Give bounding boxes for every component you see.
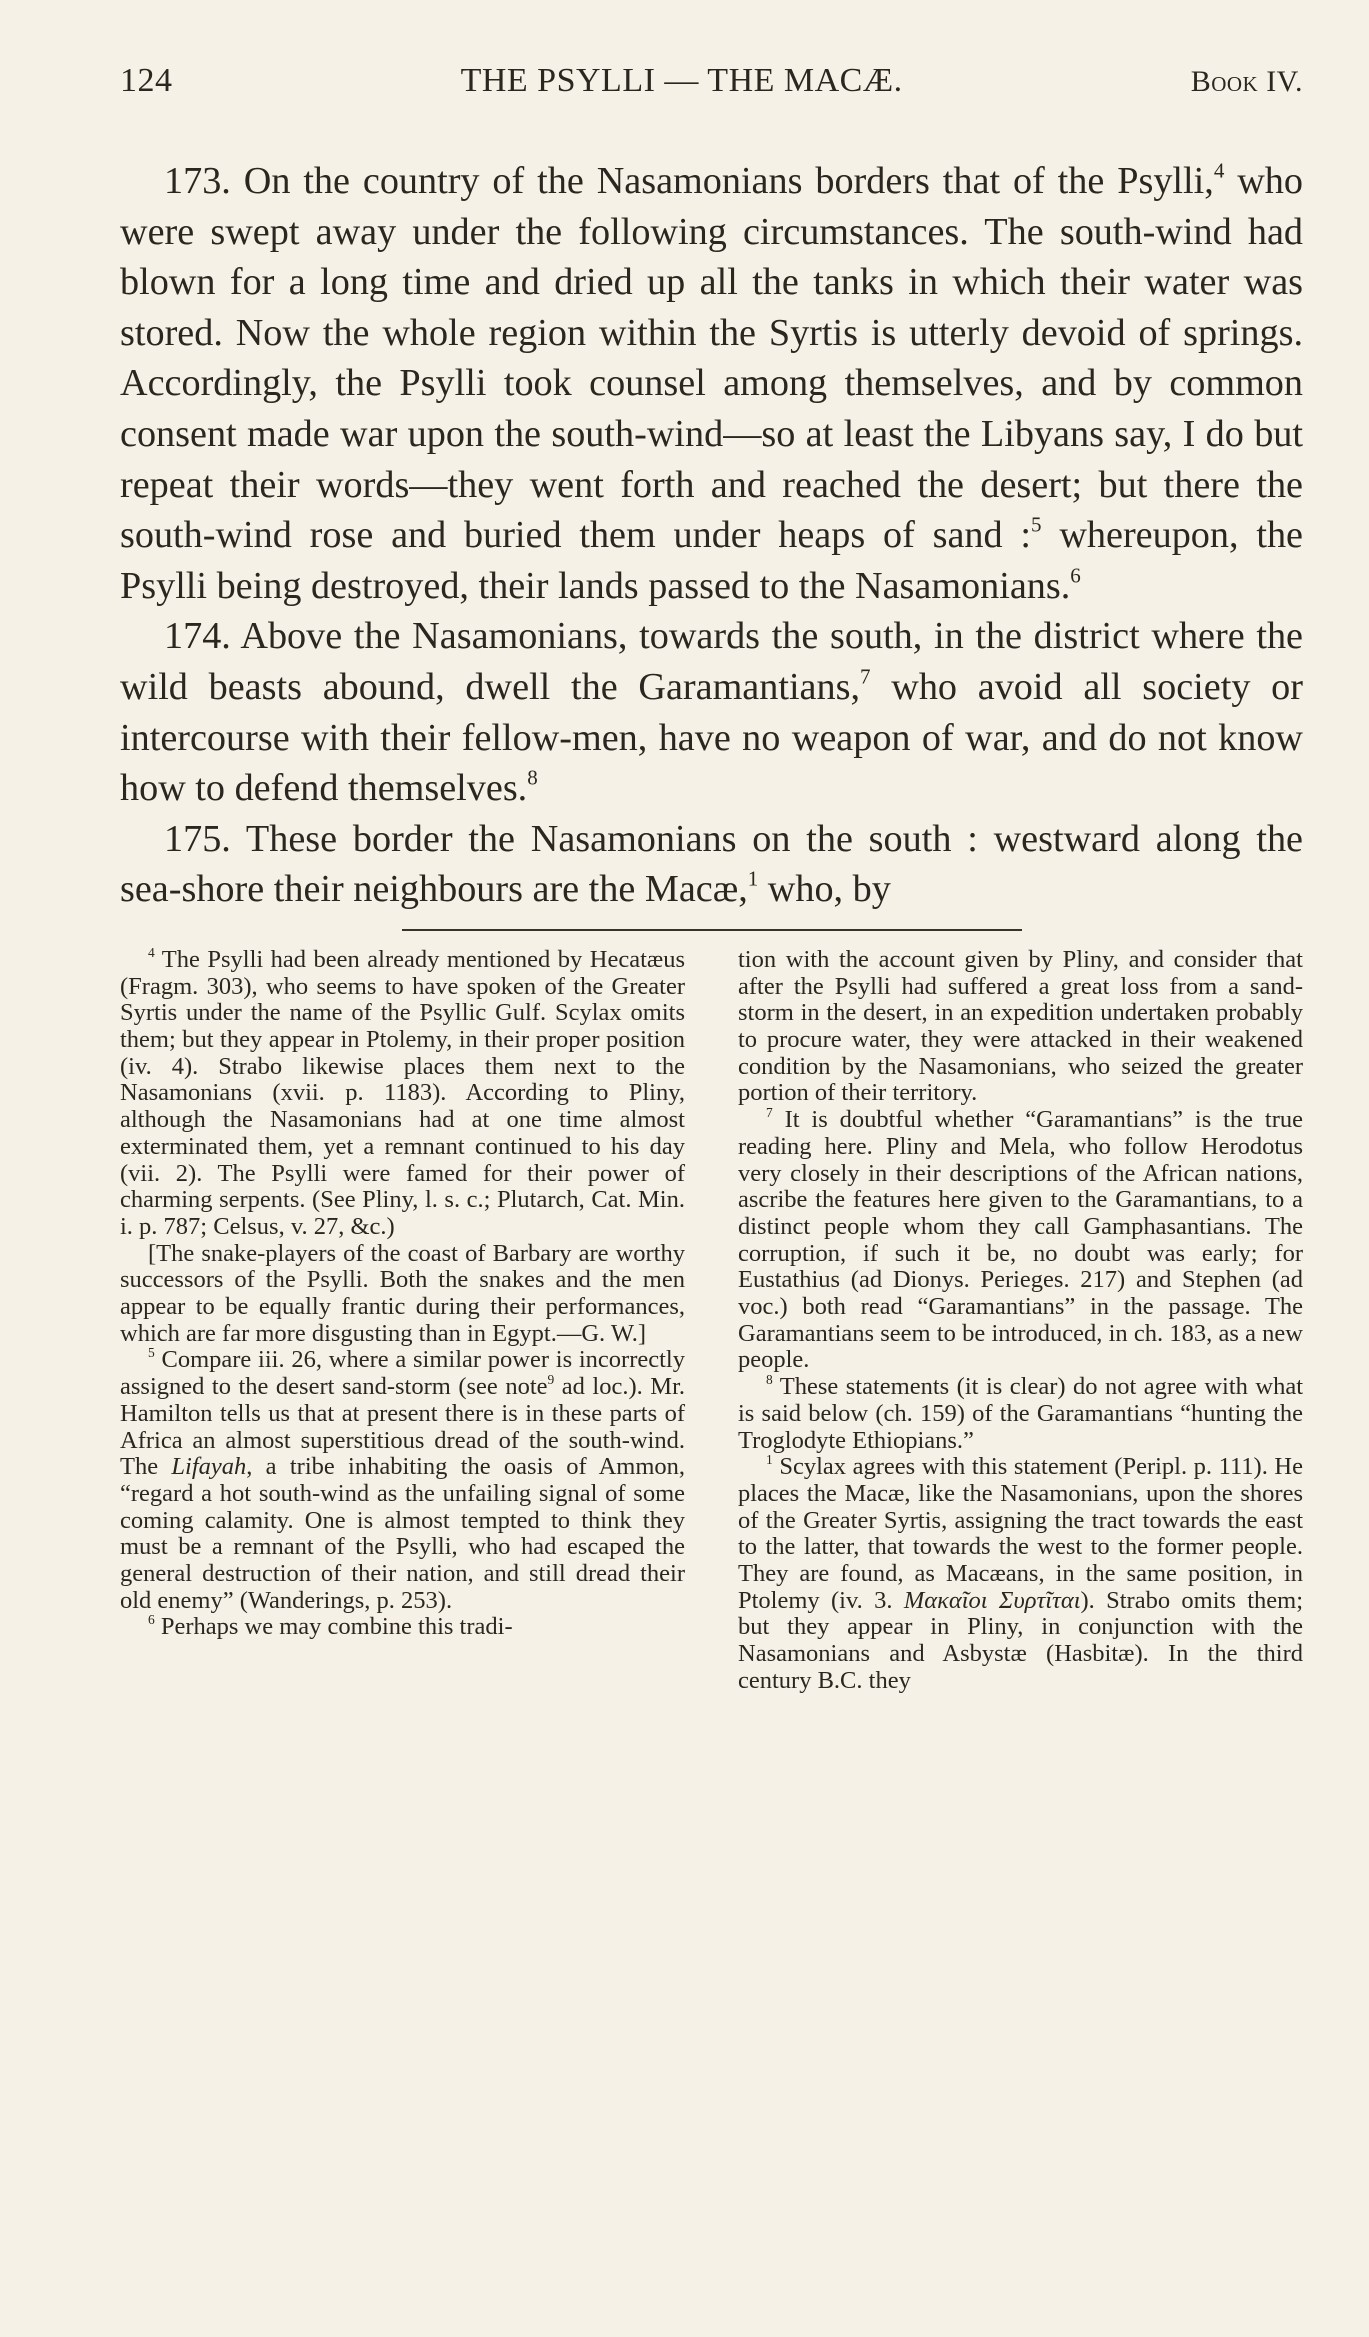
footnotes bbox=[120, 944, 1304, 1695]
footnote-1: $^1$ Scylax agrees with this statement (Peripl. p. 111). He places the Macæ, like the Nasamonians, upon the shores of the Greater Syrtis, assigning the tract towards the east to the latter, that towards the west to the former people. They are found, as Macæans, in the same position, in Ptolemy (iv. 3. Μακαῖοι Συρτῖται). Strabo omits them; but they appear in Pliny, in conjunction with the Nasamonians and Asbystæ (Hasbitæ). In the third century B.C. they bbox=[738, 1452, 1304, 1694]
footnote-8: $^8$ These statements (it is clear) do not agree with what is said below (ch. 159) of the Garamantians “hunting the Troglodyte Ethiopians.” bbox=[738, 1372, 1303, 1454]
footnote-7: $^7$ It is doubtful whether “Garamantians” is the true reading here. Pliny and Mela, who follow Herodotus very closely in their descriptions of the African nations, ascribe the features here given to the Garamantians, to a distinct people whom they call Gamphasantians. The corruption, if such it be, no doubt was early; for Eustathius (ad Dionys. Perieges. 217) and Stephen (ad voc.) both read “Garamantians” in the passage. The Garamantians seem to be introduced, in ch. 183, as a new people. bbox=[738, 1105, 1303, 1374]
footnote-ref[interactable]: 8 bbox=[527, 765, 538, 790]
footnote-ref[interactable]: 4 bbox=[1213, 158, 1225, 183]
page-number: 124 bbox=[120, 62, 173, 99]
running-header bbox=[120, 62, 1303, 116]
footnote-6: $^6$ Perhaps we may combine this tradi- bbox=[148, 1612, 513, 1641]
footnote-ref[interactable]: 5 bbox=[1031, 512, 1042, 537]
paragraph-174: 174. Above the Nasamonians, towards the south, in the district where the wild beasts abound, dwell the Garamantians,$^7$ who avoid all society or intercourse with their fellow-men, have no weapon of war, and do not know how to defend themselves.$^8$ bbox=[120, 615, 1303, 810]
book-label: Book IV. bbox=[1190, 65, 1303, 98]
paragraph-173: 173. On the country of the Nasamonians borders that of the Psylli,$^4$ who were swept away under the following circumstances. The south-wind had blown for a long time and dried up all the tanks in which their water was stored. Now the whole region within the Syrtis is utterly devoid of springs. Accordingly, the Psylli took counsel among themselves, and by common consent made war upon the south-wind—so at least the Libyans say, I do but repeat their words—they went forth and reached the desert; but there the south-wind rose and buried them under heaps of sand :$^5$ whereupon, the Psylli being destroyed, their lands passed to the Nasamonians.$^6$ bbox=[120, 158, 1303, 607]
footnote-4-bracket: [The snake-players of the coast of Barbary are worthy successors of the Psylli. Both the snakes and the men appear to be equally frantic during their performances, which are far more disgusting than in Egypt.—G. W.] bbox=[120, 1239, 685, 1347]
footnote-ref[interactable]: 6 bbox=[1070, 563, 1081, 587]
running-title: THE PSYLLI — THE MACÆ. bbox=[460, 62, 903, 99]
footnote-divider bbox=[402, 929, 1022, 931]
footnote-5: $^5$ Compare iii. 26, where a similar power is incorrectly assigned to the desert sand-storm (see note$^9$ ad loc.). Mr. Hamilton tells us that at present there is in these parts of Africa an almost superstitious dread of the south-wind. The Lifayah, a tribe inhabiting the oasis of Ammon, “regard a hot south-wind as the unfailing signal of some coming calamity. One is almost tempted to think they must be a remnant of the Psylli, who had escaped the general destruction of their nation, and still dread their old enemy” (Wanderings, p. 253). bbox=[120, 1345, 686, 1614]
footnote-ref[interactable]: 7 bbox=[860, 664, 871, 689]
footnote-6-continued: tion with the account given by Pliny, and consider that after the Psylli had suffered a great loss from a sand-storm in the desert, in an expedition undertaken probably to procure water, they were attacked in their weakened condition by the Nasamonians, who seized the greater portion of their territory. bbox=[738, 945, 1303, 1107]
footnote-ref[interactable]: 1 bbox=[747, 866, 759, 891]
footnotes-right-column bbox=[738, 947, 1303, 1695]
main-text bbox=[120, 156, 1303, 915]
footnotes-left-column bbox=[120, 944, 686, 1695]
paragraph-175: 175. These border the Nasamonians on the south : westward along the sea-shore their neighbours are the Macæ,$^1$ who, by bbox=[120, 817, 1303, 911]
footnote-4: $^4$ The Psylli had been already mentioned by Hecatæus (Fragm. 303), who seems to have spoken of the Greater Syrtis under the name of the Psyllic Gulf. Scylax omits them; but they appear in Ptolemy, in their proper position (iv. 4). Strabo likewise places them next to the Nasamonians (xvii. p. 1183). According to Pliny, although the Nasamonians had at one time almost exterminated them, yet a remnant continued to his day (vii. 2). The Psylli were famed for their power of charming serpents. (See Pliny, l. s. c.; Plutarch, Cat. Min. i. p. 787; Celsus, v. 27, &c.) bbox=[120, 944, 685, 1240]
